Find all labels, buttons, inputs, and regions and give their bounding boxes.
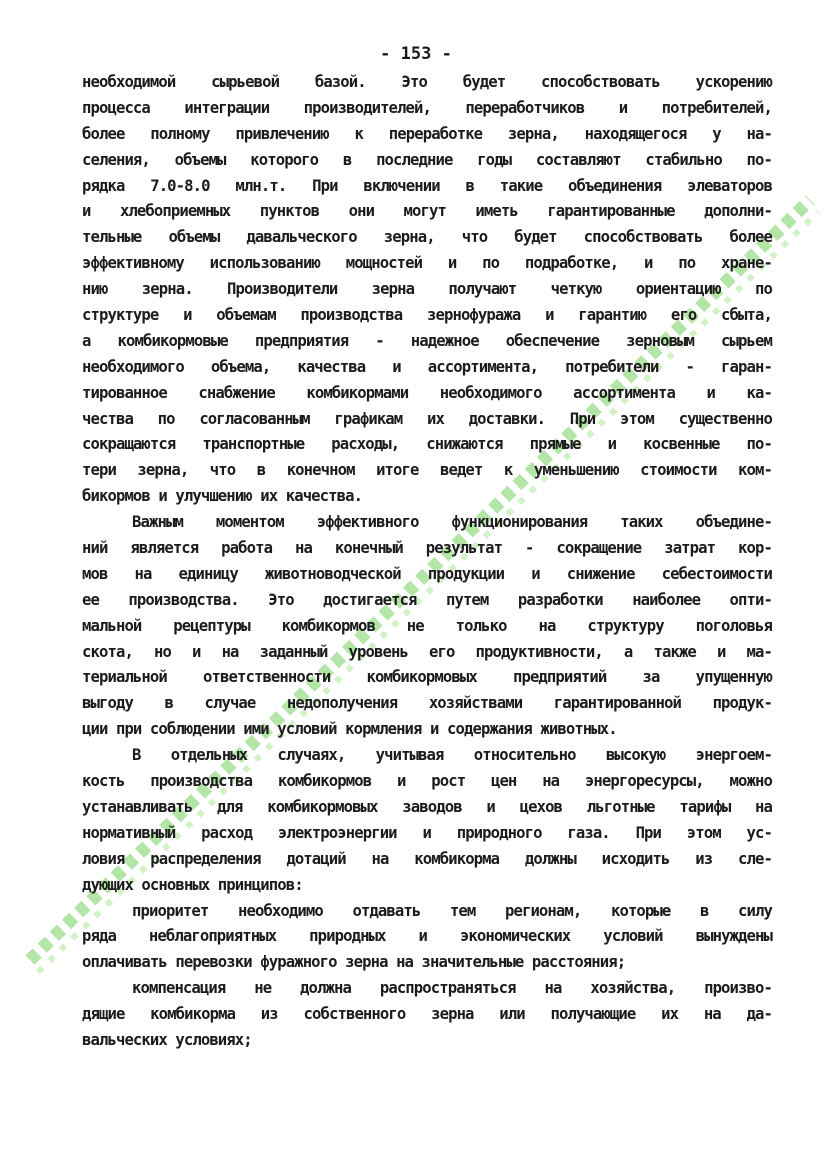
text-line: бикормов и улучшению их качества. (82, 487, 363, 506)
text-line: необходимой сырьевой базой. Это будет способствовать ускорению (82, 73, 772, 91)
text-line: тери зерна, что в конечном итоге ведет к уменьшению стоимости ком- (82, 461, 772, 480)
text-line: кость производства комбикормов и рост цен на энергоресурсы, можно (82, 772, 772, 791)
text-line: ции при соблюдении ими условий кормления и содержания животных. (82, 720, 617, 739)
text-line: мов на единицу животноводческой продукции и снижение себестоимости (82, 564, 772, 583)
text-line: мальной рецептуры комбикормов не только на структуру поголовья (82, 616, 772, 635)
text-line: ний является работа на конечный результат - сокращение затрат кор- (82, 539, 772, 558)
paragraph-first-line: Важным моментом эффективного функционирования таких объедине- (132, 513, 772, 532)
text-line: скота, но и на заданный уровень его продуктивности, а также и ма- (82, 642, 772, 661)
text-line: дящие комбикорма из собственного зерна или получающие их на да- (82, 1005, 772, 1024)
page-number: - 153 - (380, 44, 452, 64)
text-line: и хлебоприемных пунктов они могут иметь гарантированные дополни- (82, 202, 772, 221)
text-line: сокращаются транспортные расходы, снижаются прямые и косвенные по- (82, 435, 772, 454)
text-line: эффективному использованию мощностей и по подработке, и по хране- (82, 254, 772, 273)
text-line: ловия распределения дотаций на комбикорма должны исходить из сле- (82, 849, 772, 868)
text-line: ее производства. Это достигается путем разработки наиболее опти- (82, 590, 772, 609)
text-line: нормативный расход электроэнергии и природного газа. При этом ус- (82, 823, 772, 842)
text-line: нию зерна. Производители зерна получают четкую ориентацию по (82, 280, 772, 299)
text-line: оплачивать перевозки фуражного зерна на значительные расстояния; (82, 953, 626, 972)
paragraph-first-line: компенсация не должна распространяться на хозяйства, произво- (132, 979, 772, 998)
body-text (82, 70, 772, 1054)
text-line: выгоду в случае недополучения хозяйствами гарантированной продук- (82, 694, 772, 713)
text-line: а комбикормовые предприятия - надежное обеспечение зерновым сырьем (82, 331, 772, 350)
text-line: процесса интеграции производителей, переработчиков и потребителей, (82, 98, 772, 117)
text-line: вальческих условиях; (82, 1030, 252, 1049)
text-line: дующих основных принципов: (82, 875, 303, 894)
text-line: ряда неблагоприятных природных и экономических условий вынуждены (82, 927, 772, 946)
paragraph-first-line: приоритет необходимо отдавать тем регионам, которые в силу (132, 901, 772, 920)
text-line: тированное снабжение комбикормами необходимого ассортимента и ка- (82, 383, 772, 402)
text-line: тельные объемы давальческого зерна, что будет способствовать более (82, 228, 772, 247)
text-line: устанавливать для комбикормовых заводов и цехов льготные тарифы на (82, 797, 772, 816)
paragraph-first-line: В отдельных случаях, учитывая относительно высокую энергоем- (132, 746, 772, 765)
text-line: необходимого объема, качества и ассортимента, потребители - гаран- (82, 357, 772, 376)
text-line: рядка 7.0-8.0 млн.т. При включении в такие объединения элеваторов (82, 176, 772, 195)
text-line: селения, объемы которого в последние годы составляют стабильно по- (82, 150, 772, 169)
text-line: более полному привлечению к переработке зерна, находящегося у на- (82, 124, 772, 143)
text-line: териальной ответственности комбикормовых предприятий за упущенную (82, 668, 772, 687)
text-line: чества по согласованным графикам их доставки. При этом существенно (82, 409, 772, 428)
text-line: структуре и объемам производства зернофуража и гарантию его сбыта, (82, 306, 772, 325)
